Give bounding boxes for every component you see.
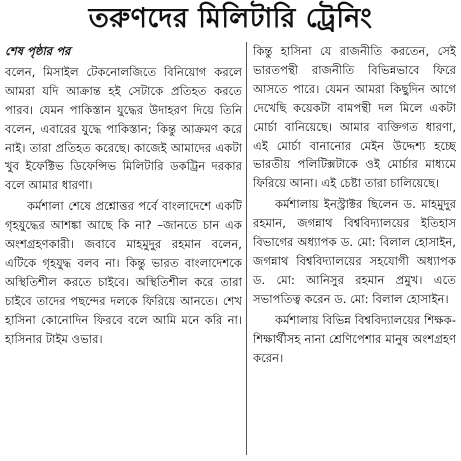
left-column	[5, 42, 242, 457]
body-paragraph: কর্মশালা শেষে প্রশ্নোত্তর পর্বে বাংলাদেশে একটি গৃহযুদ্ধের আশঙ্কা আছে কি না? –জানতে চান এক অংশগ্রহণকারী। জবাবে মাহমুদুর রহমান বলেন, এটিকে গৃহযুদ্ধ বলব না। কিন্তু ভারত বাংলাদেশকে অস্থিতিশীল করতে চাইবে। অস্থিতিশীল করে তারা চাইবে তাদের পছন্দের দলকে ফিরিয়ে আনতে। শেখ হাসিনা কোনোদিন ফিরবে বলে আমি মনে করি না। হাসিনার টাইম ওভার।	[5, 199, 242, 346]
body-paragraph: কর্মশালায় ইনস্ট্রাক্টর ছিলেন ড. মাহমুদুর রহমান, জগন্নাথ বিশ্ববিদ্যালয়ের ইতিহাস বিভাগের অধ্যাপক ড. মো: বিলাল হোসাইন, জগন্নাথ বিশ্ববিদ্যালয়ের সহযোগী অধ্যাপক ড. মো: আনিসুর রহমান প্রমুখ। এতে সভাপতিত্ব করেন ড. মো: বিলাল হোসাইন।	[253, 197, 456, 306]
body-paragraph: কিন্তু হাসিনা যে রাজনীতি করতেন, সেই ভারতপন্থী রাজনীতি বিভিন্নভাবে ফিরে আসতে পারে। যেমন আমরা কিছুদিন আগে দেখেছি কয়েকটা বামপন্থী দল মিলে একটা মোর্চা বানিয়েছে। আমার ব্যক্তিগত ধারণা, এই মোর্চা বানানোর মেইন উদ্দেশ্য হচ্ছে ভারতীয় পলিটিক্সটাকে ওই মোর্চার মাধ্যমে ফিরিয়ে আনা। এই চেষ্টা তারা চালিয়েছে।	[253, 44, 456, 191]
body-paragraph: বলেন, মিসাইল টেকনোলজিতে বিনিয়োগ করলে আমরা যদি আক্রান্ত হই সেটাকে প্রতিহত করতে পারব। যেমন পাকিস্তান যুদ্ধের উদাহরণ দিয়ে তিনি বলেন, এবারের যুদ্ধে পাকিস্তান; কিন্তু আক্রমণ করে নাই। তারা প্রতিহত করেছে। কাজেই আমাদের একটা খুব ইফেক্টিভ ডিফেন্সিভ মিলিটারি ডকট্রিন দরকার বলে আমার ধারণা।	[5, 64, 242, 193]
right-column	[253, 42, 456, 457]
body-paragraph: কর্মশালায় বিভিন্ন বিশ্ববিদ্যালয়ের শিক্ষক-শিক্ষার্থীসহ নানা শ্রেণিপেশার মানুষ অংশগ্রহণ করেন।	[253, 312, 456, 365]
headline: তরুণদের মিলিটারি ট্রেনিং	[88, 3, 373, 34]
column-divider	[246, 42, 247, 455]
continued-from-label: শেষ পৃষ্ঠার পর	[5, 44, 71, 58]
